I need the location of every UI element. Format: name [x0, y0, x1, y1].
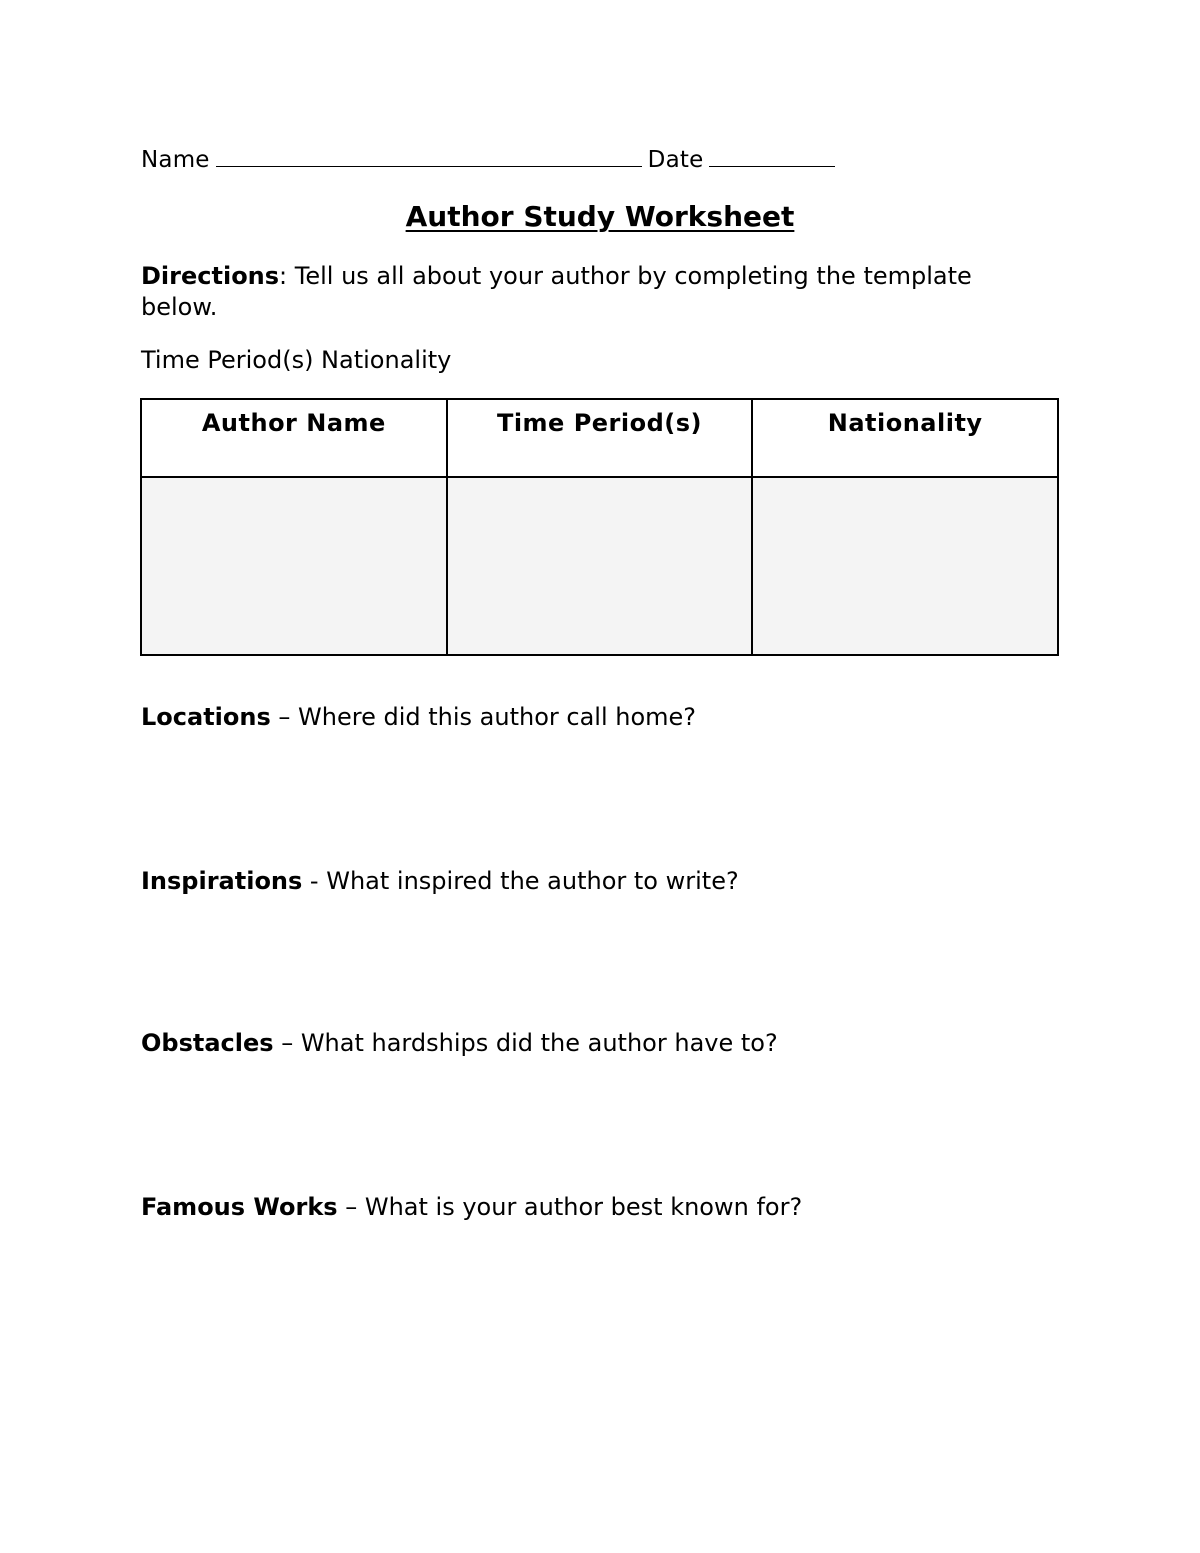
column-header-nationality: Nationality: [752, 399, 1058, 477]
question-text: – Where did this author call home?: [270, 703, 697, 731]
question-text: - What inspired the author to write?: [302, 867, 739, 895]
name-date-line: [141, 144, 841, 173]
table-caption: Time Period(s) Nationality: [141, 346, 452, 374]
question-label: Locations: [141, 703, 271, 731]
date-field[interactable]: [709, 144, 835, 167]
nationality-cell[interactable]: [752, 477, 1058, 655]
directions-text: : Tell us all about your author by completing the template below.: [141, 262, 972, 321]
question-label: Inspirations: [141, 867, 303, 895]
question-locations: [141, 703, 696, 731]
question-text: – What hardships did the author have to?: [273, 1029, 778, 1057]
directions: [141, 261, 1051, 323]
question-obstacles: [141, 1029, 778, 1057]
question-famous-works: [141, 1193, 802, 1221]
name-field[interactable]: [216, 144, 642, 167]
author-info-table: [140, 398, 1059, 656]
question-label: Famous Works: [141, 1193, 338, 1221]
author-name-cell[interactable]: [141, 477, 447, 655]
name-label: Name: [141, 147, 210, 173]
page-title: Author Study Worksheet: [405, 200, 795, 233]
table-row: [141, 477, 1058, 655]
column-header-time-period: Time Period(s): [447, 399, 753, 477]
date-label: Date: [647, 147, 704, 173]
question-label: Obstacles: [141, 1029, 274, 1057]
table-header-row: [141, 399, 1058, 477]
directions-label: Directions: [141, 262, 280, 290]
column-header-author-name: Author Name: [141, 399, 447, 477]
question-inspirations: [141, 867, 739, 895]
time-period-cell[interactable]: [447, 477, 753, 655]
question-text: – What is your author best known for?: [337, 1193, 803, 1221]
